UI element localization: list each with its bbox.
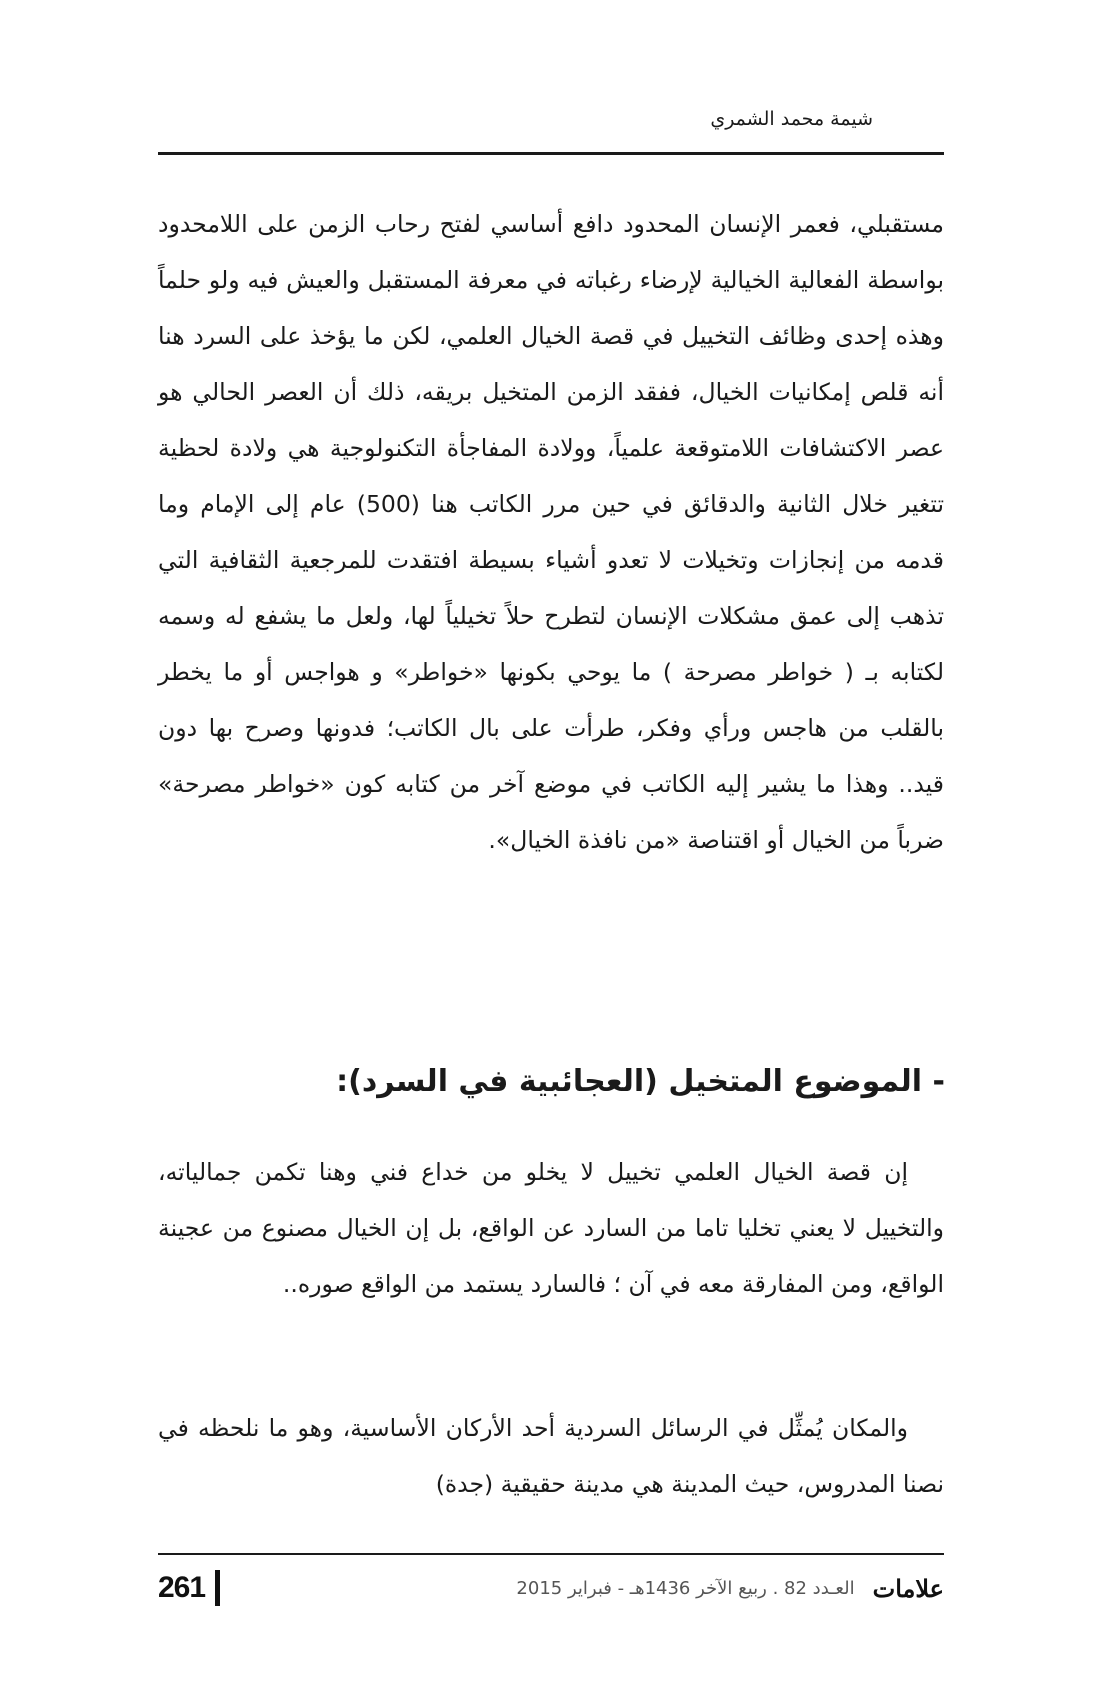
body-paragraph-2: إن قصة الخيال العلمي تخييل لا يخلو من خداع فني وهنا تكمن جمالياته، والتخييل لا يعني تخليا تاما من السارد عن الواقع، بل إن الخيال مصنوع من عجينة الواقع، ومن المفارقة معه في آن ؛ فالسارد يستمد من الواقع صوره.. [158,1158,944,1298]
footer-rule [158,1553,944,1555]
issue-info: العـدد 82 . ربيع الآخر 1436هـ - فبراير 2015 [516,1577,855,1599]
body-paragraph-1: مستقبلي، فعمر الإنسان المحدود دافع أساسي لفتح رحاب الزمن على اللامحدود بواسطة الفعالية الخيالية لإرضاء رغباته في معرفة المستقبل والعيش فيه ولو حلماً وهذه إحدى وظائف التخييل في قصة الخيال العلمي، لكن ما يؤخذ على السرد هنا أنه قلص إمكانيات الخيال، ففقد الزمن المتخيل بريقه، ذلك أن العصر الحالي هو عصر الاكتشافات اللامتوقعة علمياً، وولادة المفاجأة التكنولوجية هي ولادة لحظية تتغير خلال الثانية والدقائق في حين مرر الكاتب هنا (500) عام إلى الإمام وما قدمه من إنجازات وتخيلات لا تعدو أشياء بسيطة افتقدت للمرجعية الثقافية التي تذهب إلى عمق مشكلات الإنسان لتطرح حلاً تخيلياً لها، ولعل ما يشفع له وسمه لكتابه بـ ( خواطر مصرحة ) ما يوحي بكونها «خواطر» و هواجس أو ما يخطر بالقلب من هاجس ورأي وفكر، طرأت على بال الكاتب؛ فدونها وصرح بها دون قيد.. وهذا ما يشير إليه الكاتب في موضع آخر من كتابه كون «خواطر مصرحة» ضرباً من الخيال أو اقتناصة «من نافذة الخيال». [158,210,944,854]
footer-divider [215,1570,220,1606]
page-number: 261 [158,1571,206,1604]
page-footer [158,1564,944,1612]
section-heading: - الموضوع المتخيل (العجائبية في السرد): [336,1064,945,1099]
body-paragraph-3: والمكان يُمثِّل في الرسائل السردية أحد الأركان الأساسية، وهو ما نلحظه في نصنا المدروس، حيث المدينة هي مدينة حقيقية (جدة) [158,1414,944,1498]
running-header-author: شيمة محمد الشمري [710,108,873,130]
header-rule [158,152,944,155]
magazine-logo: علامات [872,1573,944,1603]
